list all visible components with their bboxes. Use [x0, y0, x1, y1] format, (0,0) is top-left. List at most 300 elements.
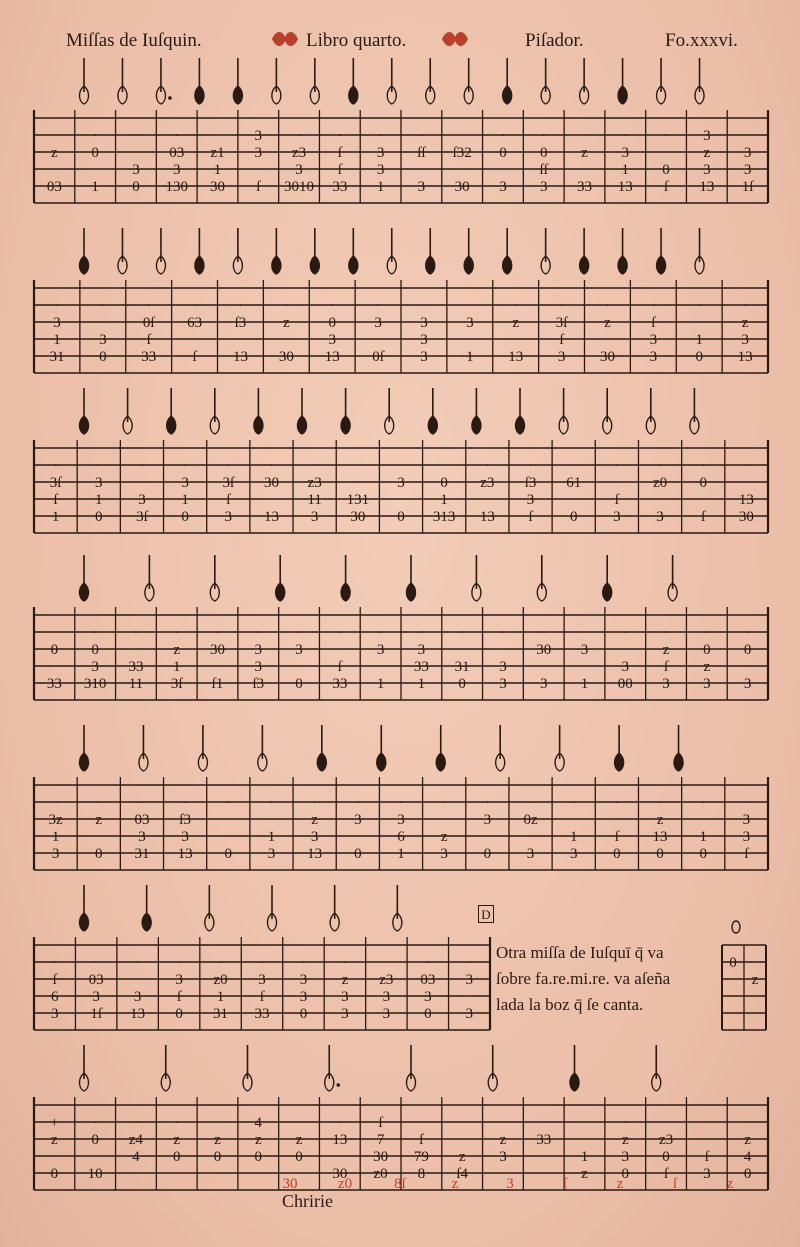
- header-folio: Fo.xxxvi.: [665, 30, 738, 51]
- tab-cipher: z0: [373, 1166, 388, 1182]
- tab-cipher: z3: [307, 475, 322, 491]
- tab-cipher: z: [341, 972, 349, 988]
- tab-cipher: 0: [499, 145, 507, 161]
- tab-cipher: 0: [50, 1166, 59, 1182]
- tab-cipher: ·: [622, 128, 628, 144]
- tab-cipher: z: [621, 1132, 629, 1148]
- tab-cipher: 3: [254, 145, 263, 161]
- tab-cipher: 3: [299, 989, 308, 1005]
- tab-cipher: 3: [376, 162, 385, 178]
- tab-cipher: 13: [332, 1132, 348, 1148]
- tab-cipher: 3: [258, 972, 266, 988]
- tab-cipher: ſ: [559, 332, 564, 348]
- tab-cipher: ·: [622, 1115, 628, 1131]
- tab-cipher: 1: [216, 989, 225, 1005]
- tab-cipher: 3: [649, 349, 658, 365]
- tab-cipher: 3: [539, 676, 548, 692]
- tab-cipher: 3: [138, 829, 146, 845]
- tab-cipher: ſ3: [179, 812, 191, 828]
- tab-cipher: ·: [742, 298, 748, 314]
- tab-cipher: 1ſ: [90, 1006, 103, 1022]
- tab-cipher: 3: [621, 659, 630, 675]
- tab-cipher: 1: [51, 509, 60, 525]
- tab-cipher: z: [311, 812, 318, 828]
- rhythm-flag-icon: [123, 388, 132, 434]
- tab-cipher: 0: [743, 642, 752, 658]
- tab-cipher: ·: [459, 625, 465, 641]
- tab-cipher: 3: [417, 642, 426, 658]
- tab-cipher: 3: [420, 315, 428, 331]
- rhythm-flag-icon: [580, 58, 589, 104]
- rhythm-flag-icon: [156, 58, 171, 104]
- tab-cipher: 1: [440, 492, 448, 508]
- tab-cipher: 33: [332, 179, 348, 195]
- tab-cipher: 0: [213, 1149, 222, 1165]
- tab-cipher: ·: [500, 625, 506, 641]
- tab-cipher: z3: [480, 475, 495, 491]
- tab-cipher: ·: [268, 795, 274, 811]
- tab-cipher: 33: [46, 676, 62, 692]
- tab-cipher: ſ4: [456, 1166, 469, 1182]
- tab-cipher: ſſ: [417, 145, 426, 161]
- tab-cipher: 0: [440, 475, 448, 491]
- tab-cipher: 3ſ: [170, 676, 183, 692]
- tab-cipher: ſ: [663, 1166, 669, 1182]
- tab-cipher: z: [741, 315, 749, 331]
- rhythm-flag-icon: [267, 885, 276, 931]
- tab-cipher: z3: [291, 145, 307, 161]
- tab-cipher: 131: [346, 492, 370, 508]
- rhythm-flag-icon: [537, 555, 546, 601]
- tab-cipher: 1: [376, 676, 385, 692]
- tab-cipher: 0: [95, 509, 103, 525]
- tab-cipher: 3: [621, 1149, 630, 1165]
- tab-cipher: z: [173, 642, 181, 658]
- tab-cipher: 3: [99, 332, 107, 348]
- tab-cipher: 3: [95, 475, 103, 491]
- tab-cipher: 30: [536, 642, 552, 658]
- tab-cipher: 3: [295, 162, 303, 178]
- tab-cipher: z: [295, 1132, 303, 1148]
- rhythm-flag-icon: [233, 228, 242, 274]
- tab-cipher: ·: [441, 795, 447, 811]
- tab-cipher: ·: [52, 955, 58, 971]
- tab-cipher: ſ: [259, 989, 265, 1005]
- tab-cipher: 1: [580, 1149, 589, 1165]
- tab-cipher: 3: [703, 676, 711, 692]
- rhythm-flag-icon: [428, 388, 437, 434]
- rhythm-flag-icon: [674, 725, 683, 771]
- tab-cipher: z: [581, 145, 588, 161]
- tab-cipher: 3: [51, 846, 60, 862]
- tab-cipher: ſ: [701, 509, 706, 525]
- tab-cipher: ſ: [419, 1132, 424, 1148]
- tab-cipher: 1: [569, 829, 578, 845]
- tab-cipher: 1: [172, 659, 181, 675]
- tab-cipher: 3: [295, 642, 303, 658]
- tab-cipher: ·: [92, 1115, 98, 1131]
- tab-cipher: 0ſ: [372, 349, 384, 365]
- tab-cipher: 0: [397, 509, 405, 525]
- tab-cipher: 13: [652, 829, 668, 845]
- tab-cipher: 3: [649, 332, 658, 348]
- rhythm-flag-icon: [79, 58, 88, 104]
- tab-cipher: z: [95, 812, 103, 828]
- tab-cipher: ·: [312, 458, 318, 474]
- rhythm-flag-icon: [618, 58, 627, 104]
- rhythm-flag-icon: [732, 921, 740, 933]
- tab-cipher: ·: [657, 795, 663, 811]
- tab-cipher: z: [173, 1132, 181, 1148]
- tab-cipher: z: [581, 1166, 588, 1182]
- tab-cipher: ·: [92, 625, 98, 641]
- rhythm-flag-icon: [254, 388, 263, 434]
- tab-cipher: 3: [175, 972, 183, 988]
- tab-cipher: 0: [132, 179, 140, 195]
- tab-cipher: ·: [329, 298, 335, 314]
- tab-cipher: ſſ: [539, 162, 548, 178]
- kyrie-caption: Chririe: [282, 1191, 333, 1211]
- tab-cipher: z: [512, 315, 520, 331]
- tab-cipher: ſ: [337, 162, 342, 178]
- tab-cipher: 3: [374, 315, 382, 331]
- tab-cipher: 13: [479, 509, 495, 525]
- rhythm-flag-icon: [646, 388, 655, 434]
- tab-cipher: 3: [465, 972, 474, 988]
- tab-cipher: ·: [300, 955, 306, 971]
- tab-cipher: z: [440, 829, 448, 845]
- tab-cipher: ·: [425, 955, 431, 971]
- tab-cipher: ·: [237, 298, 243, 314]
- tab-cipher: 3: [499, 1149, 507, 1165]
- tab-cipher: 1: [51, 829, 60, 845]
- rhythm-flag-icon: [139, 725, 148, 771]
- tab-cipher: ·: [571, 795, 577, 811]
- tab-cipher: ·: [218, 955, 224, 971]
- tab-cipher: 3: [417, 179, 426, 195]
- tab-cipher: 3: [420, 332, 428, 348]
- tab-cipher: ſ3: [524, 475, 537, 491]
- red-cipher: ſ: [562, 1176, 568, 1192]
- tab-cipher: 3: [703, 128, 711, 144]
- rhythm-flag-icon: [503, 58, 512, 104]
- tab-cipher: 3: [743, 676, 752, 692]
- tab-cipher: 3ſ: [222, 475, 235, 491]
- tab-cipher: 13: [232, 349, 248, 365]
- tab-cipher: ·: [704, 625, 710, 641]
- tab-cipher: 4: [254, 1115, 263, 1131]
- tab-cipher: ſ: [704, 1149, 709, 1165]
- tab-cipher: 3: [465, 1006, 474, 1022]
- tab-cipher: ·: [700, 795, 706, 811]
- tab-cipher: 3: [50, 1006, 59, 1022]
- tab-cipher: ·: [225, 458, 231, 474]
- rhythm-flag-icon: [541, 228, 550, 274]
- tab-cipher: 3: [466, 315, 474, 331]
- tab-cipher: 0: [656, 846, 664, 862]
- tab-cipher: 0: [328, 315, 336, 331]
- tab-cipher: ·: [484, 795, 490, 811]
- tab-cipher: z1: [210, 145, 225, 161]
- tab-cipher: 31: [49, 349, 65, 365]
- tab-cipher: 1: [267, 829, 276, 845]
- tab-cipher: 3ſ: [136, 509, 148, 525]
- tab-cipher: 1: [580, 676, 589, 692]
- tab-cipher: 3: [440, 846, 448, 862]
- tab-cipher: z: [254, 1132, 262, 1148]
- mass-note-line: lada la boz q̄ ſe canta.: [496, 995, 644, 1014]
- tab-cipher: 13: [508, 349, 524, 365]
- tab-cipher: 1ſ: [741, 179, 754, 195]
- rhythm-flag-icon: [393, 885, 402, 931]
- rhythm-flag-icon: [198, 725, 207, 771]
- tab-cipher: ·: [559, 298, 565, 314]
- rhythm-flag-icon: [555, 725, 564, 771]
- rhythm-flag-icon: [79, 388, 88, 434]
- tab-cipher: 3z: [48, 812, 63, 828]
- tab-cipher: ·: [663, 625, 669, 641]
- tab-cipher: 3: [656, 509, 664, 525]
- tab-cipher: 3: [299, 972, 308, 988]
- tab-cipher: 6: [50, 989, 59, 1005]
- tab-cipher: 13: [737, 349, 753, 365]
- tab-cipher: z: [662, 642, 670, 658]
- tab-cipher: ·: [146, 298, 152, 314]
- tab-cipher: 3: [328, 332, 336, 348]
- tab-cipher: 30: [278, 349, 294, 365]
- tab-cipher: ·: [663, 128, 669, 144]
- rhythm-flag-icon: [406, 555, 415, 601]
- tab-cipher: ſ3: [234, 315, 247, 331]
- tab-cipher: ·: [614, 458, 620, 474]
- tablature-system: [34, 1045, 768, 1190]
- tab-cipher: 3: [92, 989, 100, 1005]
- tab-cipher: 3010: [284, 179, 315, 195]
- tab-cipher: z3: [379, 972, 394, 988]
- tab-cipher: 31: [213, 1006, 229, 1022]
- tablature-system: [34, 725, 768, 870]
- tab-cipher: ·: [421, 298, 427, 314]
- rhythm-flag-icon: [210, 555, 219, 601]
- tab-cipher: 13: [263, 509, 279, 525]
- tab-cipher: ·: [135, 955, 141, 971]
- tab-cipher: ſ: [528, 509, 533, 525]
- tab-cipher: 3: [742, 812, 751, 828]
- tablature-system: [34, 885, 490, 1030]
- tab-cipher: ·: [622, 625, 628, 641]
- tab-cipher: 3: [580, 642, 589, 658]
- tab-cipher: ·: [541, 625, 547, 641]
- rhythm-flag-icon: [79, 228, 88, 274]
- header-author: Piſador.: [525, 30, 584, 51]
- tab-cipher: 3: [539, 179, 548, 195]
- rhythm-flag-icon: [426, 58, 435, 104]
- tab-cipher: 13: [617, 179, 633, 195]
- tab-cipher: ·: [700, 458, 706, 474]
- tab-cipher: ·: [133, 1115, 139, 1131]
- tab-cipher: ·: [215, 625, 220, 641]
- tab-cipher: 3: [397, 812, 405, 828]
- tab-cipher: ·: [528, 795, 534, 811]
- tab-cipher: ·: [296, 625, 302, 641]
- tab-cipher: 13: [738, 492, 754, 508]
- tab-cipher: ·: [296, 128, 302, 144]
- tab-cipher: z: [51, 145, 58, 161]
- tab-cipher: 0: [539, 145, 548, 161]
- tab-cipher: 3: [354, 812, 362, 828]
- tab-cipher: ſ: [53, 492, 58, 508]
- tab-cipher: 0: [91, 1132, 99, 1148]
- red-cipher: ſ: [672, 1176, 678, 1192]
- rhythm-flag-icon: [580, 228, 589, 274]
- tab-cipher: 3: [526, 846, 535, 862]
- tab-cipher: 33: [141, 349, 157, 365]
- tab-cipher: 1: [466, 349, 474, 365]
- tab-cipher: ·: [53, 458, 59, 474]
- tab-cipher: 0: [354, 846, 362, 862]
- rhythm-flag-icon: [503, 228, 512, 274]
- tab-cipher: 0z: [523, 812, 538, 828]
- tab-cipher: 33: [577, 179, 592, 195]
- tablature-system: [34, 388, 768, 533]
- tab-cipher: ſ: [378, 1115, 383, 1131]
- tab-cipher: 3: [53, 315, 61, 331]
- tab-cipher: ·: [614, 795, 620, 811]
- tab-cipher: 0: [743, 1166, 752, 1182]
- tab-cipher: 3: [267, 846, 276, 862]
- tab-cipher: 30: [263, 475, 279, 491]
- rhythm-flag-icon: [349, 58, 358, 104]
- tab-cipher: 3ſ: [555, 315, 568, 331]
- tab-cipher: 130: [165, 179, 188, 195]
- tab-cipher: 313: [432, 509, 456, 525]
- tab-cipher: 33: [254, 1006, 270, 1022]
- tab-cipher: ·: [541, 128, 547, 144]
- tab-cipher: z: [214, 1132, 221, 1148]
- rhythm-flag-icon: [652, 1045, 661, 1091]
- tab-cipher: ·: [743, 795, 749, 811]
- rhythm-flag-icon: [541, 58, 550, 104]
- tab-cipher: ·: [54, 298, 60, 314]
- rhythm-flag-icon: [205, 885, 214, 931]
- rhythm-flag-icon: [341, 555, 350, 601]
- tab-cipher: z0: [213, 972, 228, 988]
- tab-cipher: 0: [181, 509, 189, 525]
- tab-cipher: 30: [373, 1149, 389, 1165]
- tab-cipher: 31: [454, 659, 470, 675]
- tab-cipher: 33: [128, 659, 144, 675]
- tab-cipher: ·: [337, 128, 343, 144]
- tab-cipher: ·: [378, 128, 384, 144]
- tab-cipher: z: [703, 659, 711, 675]
- tab-cipher: 33: [413, 659, 429, 675]
- tab-cipher: ſ: [663, 659, 669, 675]
- tab-cipher: ·: [92, 128, 98, 144]
- tab-cipher: z: [656, 812, 664, 828]
- rhythm-flag-icon: [603, 388, 612, 434]
- rhythm-flag-icon: [276, 555, 285, 601]
- tab-cipher: 0: [172, 1149, 181, 1165]
- rhythm-flag-icon: [615, 725, 624, 771]
- rhythm-flag-icon: [341, 388, 350, 434]
- tab-cipher: 0: [695, 349, 703, 365]
- tab-cipher: ·: [259, 955, 265, 971]
- tab-cipher: ·: [745, 625, 751, 641]
- header-book: Libro quarto.: [306, 30, 407, 51]
- tab-cipher: 1: [181, 492, 189, 508]
- rhythm-flag-icon: [330, 885, 339, 931]
- tab-cipher: ·: [182, 795, 188, 811]
- tab-cipher: 3: [376, 642, 385, 658]
- red-cipher: z0: [337, 1176, 353, 1192]
- tab-cipher: ·: [696, 298, 702, 314]
- rhythm-flag-icon: [472, 388, 481, 434]
- rhythm-flag-icon: [387, 58, 396, 104]
- tab-cipher: z: [604, 315, 611, 331]
- rhythm-flag-icon: [657, 228, 666, 274]
- tab-cipher: ·: [96, 795, 102, 811]
- tab-cipher: 13: [130, 1006, 146, 1022]
- rhythm-flag-icon: [79, 1045, 88, 1091]
- tab-cipher: z0: [652, 475, 668, 491]
- tab-cipher: 3: [499, 676, 507, 692]
- mass-note: [496, 940, 721, 1018]
- tab-cipher: ·: [337, 1115, 343, 1131]
- tab-cipher: z: [282, 315, 290, 331]
- tab-cipher: z: [458, 1149, 466, 1165]
- tablature-system: [34, 228, 768, 373]
- tab-cipher: 8: [417, 1166, 426, 1182]
- tab-cipher: 3: [138, 492, 146, 508]
- tab-cipher: 3: [91, 659, 99, 675]
- tab-cipher: 3: [742, 829, 751, 845]
- tab-cipher: 3: [172, 162, 181, 178]
- rhythm-flag-icon: [156, 228, 165, 274]
- rhythm-flag-icon: [118, 58, 127, 104]
- rhythm-flag-icon: [559, 388, 568, 434]
- tab-cipher: ſ1: [211, 676, 224, 692]
- rhythm-flag-icon: [272, 228, 281, 274]
- tab-cipher: 3: [254, 659, 263, 675]
- tab-cipher: ſ: [651, 315, 656, 331]
- tab-cipher: 13: [177, 846, 193, 862]
- tab-cipher: 33: [332, 676, 348, 692]
- tab-cipher: 0: [424, 1006, 432, 1022]
- tab-cipher: 3: [613, 509, 621, 525]
- tab-cipher: 1: [417, 676, 426, 692]
- rhythm-flag-icon: [488, 1045, 497, 1091]
- tab-cipher: 0: [662, 1149, 670, 1165]
- rhythm-flag-icon: [310, 58, 319, 104]
- tab-cipher: ·: [176, 955, 182, 971]
- tab-cipher: 3: [557, 349, 566, 365]
- rhythm-flag-icon: [167, 388, 176, 434]
- tab-cipher: 11: [128, 676, 144, 692]
- tab-cipher: 3: [132, 162, 140, 178]
- tab-cipher: ·: [375, 298, 381, 314]
- tab-cipher: 30: [210, 642, 225, 658]
- tab-cipher: z: [751, 972, 759, 988]
- tab-cipher: 30: [332, 1166, 348, 1182]
- tab-cipher: ·: [225, 795, 231, 811]
- rhythm-flag-icon: [142, 885, 151, 931]
- tab-cipher: 3: [310, 509, 319, 525]
- tab-cipher: 0: [50, 642, 59, 658]
- tab-cipher: 13: [699, 179, 715, 195]
- rhythm-flag-icon: [695, 58, 704, 104]
- tab-cipher: 03: [46, 179, 62, 195]
- tab-cipher: 31: [134, 846, 150, 862]
